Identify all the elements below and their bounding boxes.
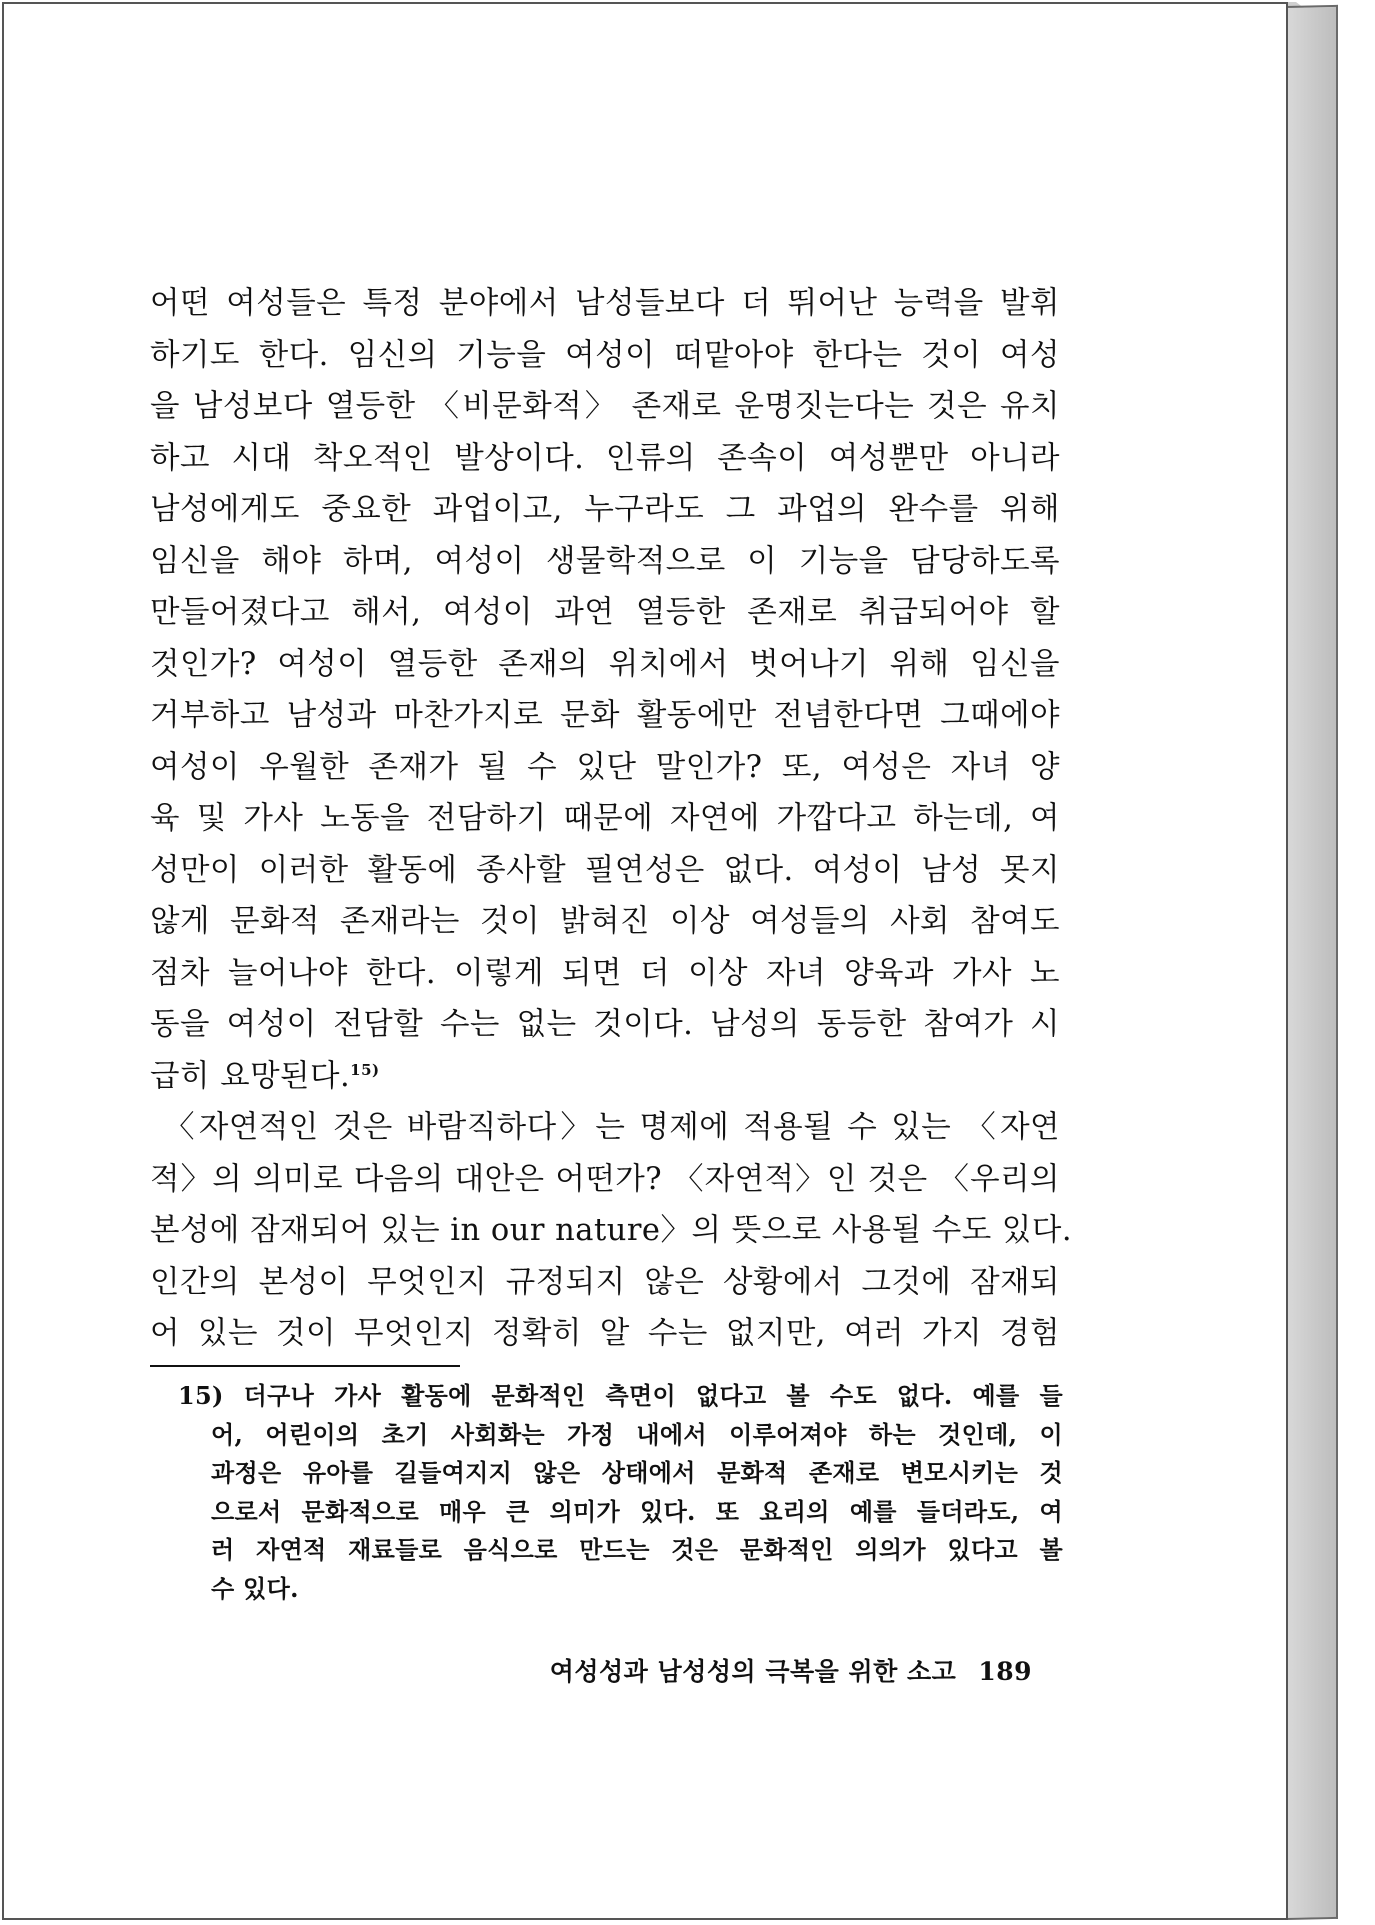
body-line: 〈자연적인 것은 바람직하다〉는 명제에 적용될 수 있는 〈자연 [150,1110,1060,1145]
body-line: 않게 문화적 존재라는 것이 밝혀진 이상 여성들의 사회 참여도 [150,904,1060,939]
footnote-line: 어, 어린이의 초기 사회화는 가정 내에서 이루어져야 하는 것인데, 이 [211,1419,1063,1449]
body-line: 여성이 우월한 존재가 될 수 있단 말인가? 또, 여성은 자녀 양 [150,749,1060,785]
body-line: 성만이 이러한 활동에 종사할 필연성은 없다. 여성이 남성 못지 [150,852,1060,888]
body-line: 거부하고 남성과 마찬가지로 문화 활동에만 전념한다면 그때에야 [150,698,1060,733]
footnote-line: 러 자연적 재료들로 음식으로 만드는 것은 문화적인 의의가 있다고 볼 [211,1535,1063,1564]
body-line: 을 남성보다 열등한 〈비문화적〉 존재로 운명짓는다는 것은 유치 [150,389,1060,424]
page-number: 189 [978,1657,1032,1686]
running-footer-title: 여성성과 남성성의 극복을 위한 소고 [549,1657,957,1686]
body-line: 하고 시대 착오적인 발상이다. 인류의 존속이 여성뿐만 아니라 [150,440,1060,476]
footnote-reference: 15) [350,1060,380,1079]
body-line: 임신을 해야 하며, 여성이 생물학적으로 이 기능을 담당하도록 [150,543,1060,579]
book-spine-edge [1286,5,1338,1920]
footnote [178,1377,1063,1608]
body-text [150,278,1073,1360]
body-line: 육 및 가사 노동을 전담하기 때문에 자연에 가깝다고 하는데, 여 [150,801,1060,836]
body-line: 하기도 한다. 임신의 기능을 여성이 떠맡아야 한다는 것이 여성 [150,337,1060,373]
body-line: 인간의 본성이 무엇인지 규정되지 않은 상황에서 그것에 잠재되 [150,1264,1060,1300]
body-line: 점차 늘어나야 한다. 이렇게 되면 더 이상 자녀 양육과 가사 노 [150,955,1060,991]
body-line: 동을 여성이 전담할 수는 없는 것이다. 남성의 동등한 참여가 시 [150,1007,1060,1042]
body-line: 만들어졌다고 해서, 여성이 과연 열등한 존재로 취급되어야 할 [150,595,1060,630]
body-line: 어떤 여성들은 특정 분야에서 남성들보다 더 뛰어난 능력을 발휘 [150,286,1060,321]
footnote-line: 수 있다. [211,1573,299,1603]
body-line: 어 있는 것이 무엇인지 정확히 알 수는 없지만, 여러 가지 경험 [150,1316,1060,1351]
body-line: 본성에 잠재되어 있는 in our nature〉의 뜻으로 사용될 수도 있다. [150,1213,1073,1248]
footnote-line: 15) 더구나 가사 활동에 문화적인 측면이 없다고 볼 수도 없다. 예를 들 [178,1381,1063,1410]
footnote-line: 으로서 문화적으로 매우 큰 의미가 있다. 또 요리의 예를 들더라도, 여 [211,1496,1063,1526]
body-line: 남성에게도 중요한 과업이고, 누구라도 그 과업의 완수를 위해 [150,492,1060,527]
footnote-separator [150,1365,460,1367]
body-line: 적〉의 의미로 다음의 대안은 어떤가? 〈자연적〉인 것은 〈우리의 [150,1161,1060,1197]
footnote-line: 과정은 유아를 길들여지지 않은 상태에서 문화적 존재로 변모시키는 것 [211,1458,1063,1487]
running-footer [520,1652,1032,1688]
paragraph-end-line [150,1051,1060,1103]
body-line: 것인가? 여성이 열등한 존재의 위치에서 벗어나기 위해 임신을 [150,646,1060,682]
body-line-text: 급히 요망된다. [150,1058,351,1094]
